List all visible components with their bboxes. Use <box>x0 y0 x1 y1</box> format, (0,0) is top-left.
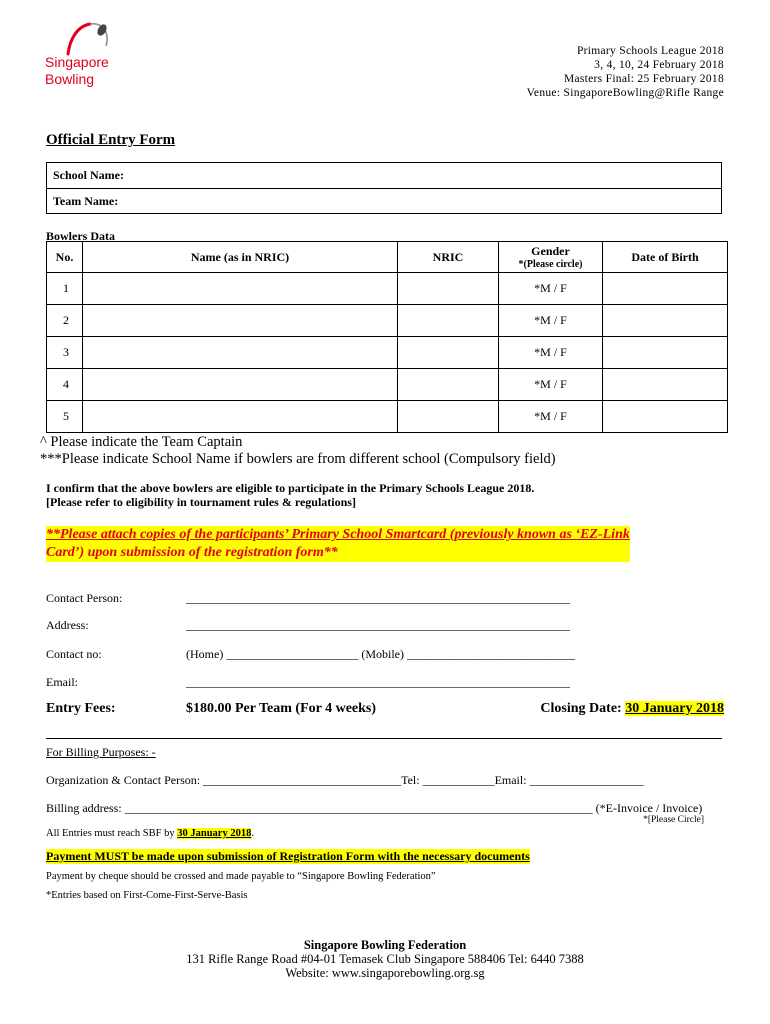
address-input[interactable]: ________________________________________________________________ <box>186 618 570 632</box>
closing-date <box>540 701 724 717</box>
table-row <box>47 273 728 305</box>
contact-person-input[interactable]: ________________________________________________________________ <box>186 591 570 605</box>
entries-deadline <box>46 828 254 839</box>
footer-address: 131 Rifle Range Road #04-01 Temasek Club Singapore 588406 Tel: 6440 7388 <box>186 952 584 966</box>
col-dob: Date of Birth <box>603 242 728 273</box>
fcfs-note: *Entries based on First-Come-First-Serve-Basis <box>46 890 248 901</box>
event-dates: 3, 4, 10, 24 February 2018 <box>594 59 724 71</box>
team-name-label: Team Name: <box>53 194 119 208</box>
bowlers-data-label: Bowlers Data <box>46 229 115 243</box>
nric-cell[interactable] <box>398 337 499 369</box>
name-cell[interactable] <box>83 273 398 305</box>
table-header-row <box>47 242 728 273</box>
payment-must-notice: Payment MUST be made upon submission of Registration Form with the necessary documents <box>46 849 530 863</box>
logo-line1: Singapore <box>45 54 109 70</box>
nric-cell[interactable] <box>398 401 499 433</box>
attach-line1: **Please attach copies of the participants’ Primary School Smartcard (previously known as ‘EZ-Link <box>46 527 630 542</box>
contact-no-label: Contact no: <box>46 647 102 661</box>
entry-fees-value: $180.00 Per Team (For 4 weeks) <box>186 701 377 716</box>
dob-cell[interactable] <box>603 369 728 401</box>
closing-date-label: Closing Date: <box>540 701 626 716</box>
table-row <box>47 337 728 369</box>
col-gender-sub: *(Please circle) <box>518 259 583 270</box>
nric-cell[interactable] <box>398 369 499 401</box>
row-no: 3 <box>47 337 83 369</box>
email-label: Email: <box>46 675 78 689</box>
captain-note: ^ Please indicate the Team Captain <box>40 434 243 450</box>
bowling-pin-logo-icon <box>40 18 130 58</box>
contact-no-input[interactable]: (Home) ______________________ (Mobile) ____________________________ <box>186 647 575 661</box>
entries-deadline-suffix: . <box>251 828 254 839</box>
nric-cell[interactable] <box>398 273 499 305</box>
dob-cell[interactable] <box>603 273 728 305</box>
table-row <box>47 369 728 401</box>
masters-final: Masters Final: 25 February 2018 <box>563 73 724 85</box>
singapore-bowling-logo <box>40 18 130 98</box>
nric-cell[interactable] <box>398 305 499 337</box>
footer-org: Singapore Bowling Federation <box>303 938 467 952</box>
billing-address-line[interactable]: Billing address: ______________________________________________________________________________ (*E-Invoice / Invoice) <box>46 801 703 815</box>
row-no: 4 <box>47 369 83 401</box>
name-cell[interactable] <box>83 337 398 369</box>
row-no: 2 <box>47 305 83 337</box>
closing-date-value: 30 January 2018 <box>625 701 724 716</box>
event-header <box>527 44 724 100</box>
billing-title: For Billing Purposes: - <box>46 745 156 759</box>
dob-cell[interactable] <box>603 401 728 433</box>
school-name-label: School Name: <box>53 168 124 182</box>
dob-cell[interactable] <box>603 337 728 369</box>
event-title: Primary Schools League 2018 <box>576 45 724 57</box>
col-no: No. <box>47 242 83 273</box>
table-row <box>47 305 728 337</box>
footer-website[interactable]: Website: www.singaporebowling.org.sg <box>285 966 485 980</box>
school-info-box <box>46 162 722 214</box>
row-no: 5 <box>47 401 83 433</box>
team-name-field[interactable] <box>47 188 721 214</box>
name-cell[interactable] <box>83 369 398 401</box>
please-circle-note: *[Please Circle] <box>643 815 704 825</box>
email-input[interactable]: ________________________________________________________________ <box>186 675 570 689</box>
form-title: Official Entry Form <box>46 132 176 148</box>
col-gender <box>499 242 603 273</box>
dob-cell[interactable] <box>603 305 728 337</box>
col-gender-label: Gender <box>531 244 570 258</box>
entries-deadline-prefix: All Entries must reach SBF by <box>46 828 178 839</box>
gender-cell[interactable]: *M / F <box>499 401 603 433</box>
school-note: ***Please indicate School Name if bowlers are from different school (Compulsory field) <box>40 451 556 467</box>
table-row <box>47 401 728 433</box>
address-label: Address: <box>46 618 89 632</box>
eligibility-confirmation <box>46 481 534 509</box>
gender-cell[interactable]: *M / F <box>499 305 603 337</box>
venue: Venue: SingaporeBowling@Rifle Range <box>526 87 724 99</box>
attach-line2: Card’) upon submission of the registration form** <box>46 545 338 560</box>
footer <box>0 938 770 980</box>
confirm-line2: [Please refer to eligibility in tournament rules & regulations] <box>46 495 356 509</box>
attach-smartcard-notice <box>46 526 630 562</box>
name-cell[interactable] <box>83 401 398 433</box>
billing-divider <box>46 738 722 739</box>
school-name-field[interactable] <box>47 163 721 188</box>
billing-org-line[interactable]: Organization & Contact Person: _________________________________Tel: ____________Email: ___________________ <box>46 773 644 787</box>
col-nric: NRIC <box>398 242 499 273</box>
entries-deadline-date: 30 January 2018 <box>177 828 252 839</box>
row-no: 1 <box>47 273 83 305</box>
name-cell[interactable] <box>83 305 398 337</box>
confirm-line1: I confirm that the above bowlers are eligible to participate in the Primary Schools League 2018. <box>46 481 535 495</box>
gender-cell[interactable]: *M / F <box>499 273 603 305</box>
cheque-note: Payment by cheque should be crossed and made payable to “Singapore Bowling Federation” <box>46 871 436 882</box>
gender-cell[interactable]: *M / F <box>499 369 603 401</box>
entry-fees-label: Entry Fees: <box>46 701 116 716</box>
bowlers-table <box>46 241 728 433</box>
col-name: Name (as in NRIC) <box>83 242 398 273</box>
contact-person-label: Contact Person: <box>46 591 123 605</box>
gender-cell[interactable]: *M / F <box>499 337 603 369</box>
logo-line2: Bowling <box>45 71 95 87</box>
